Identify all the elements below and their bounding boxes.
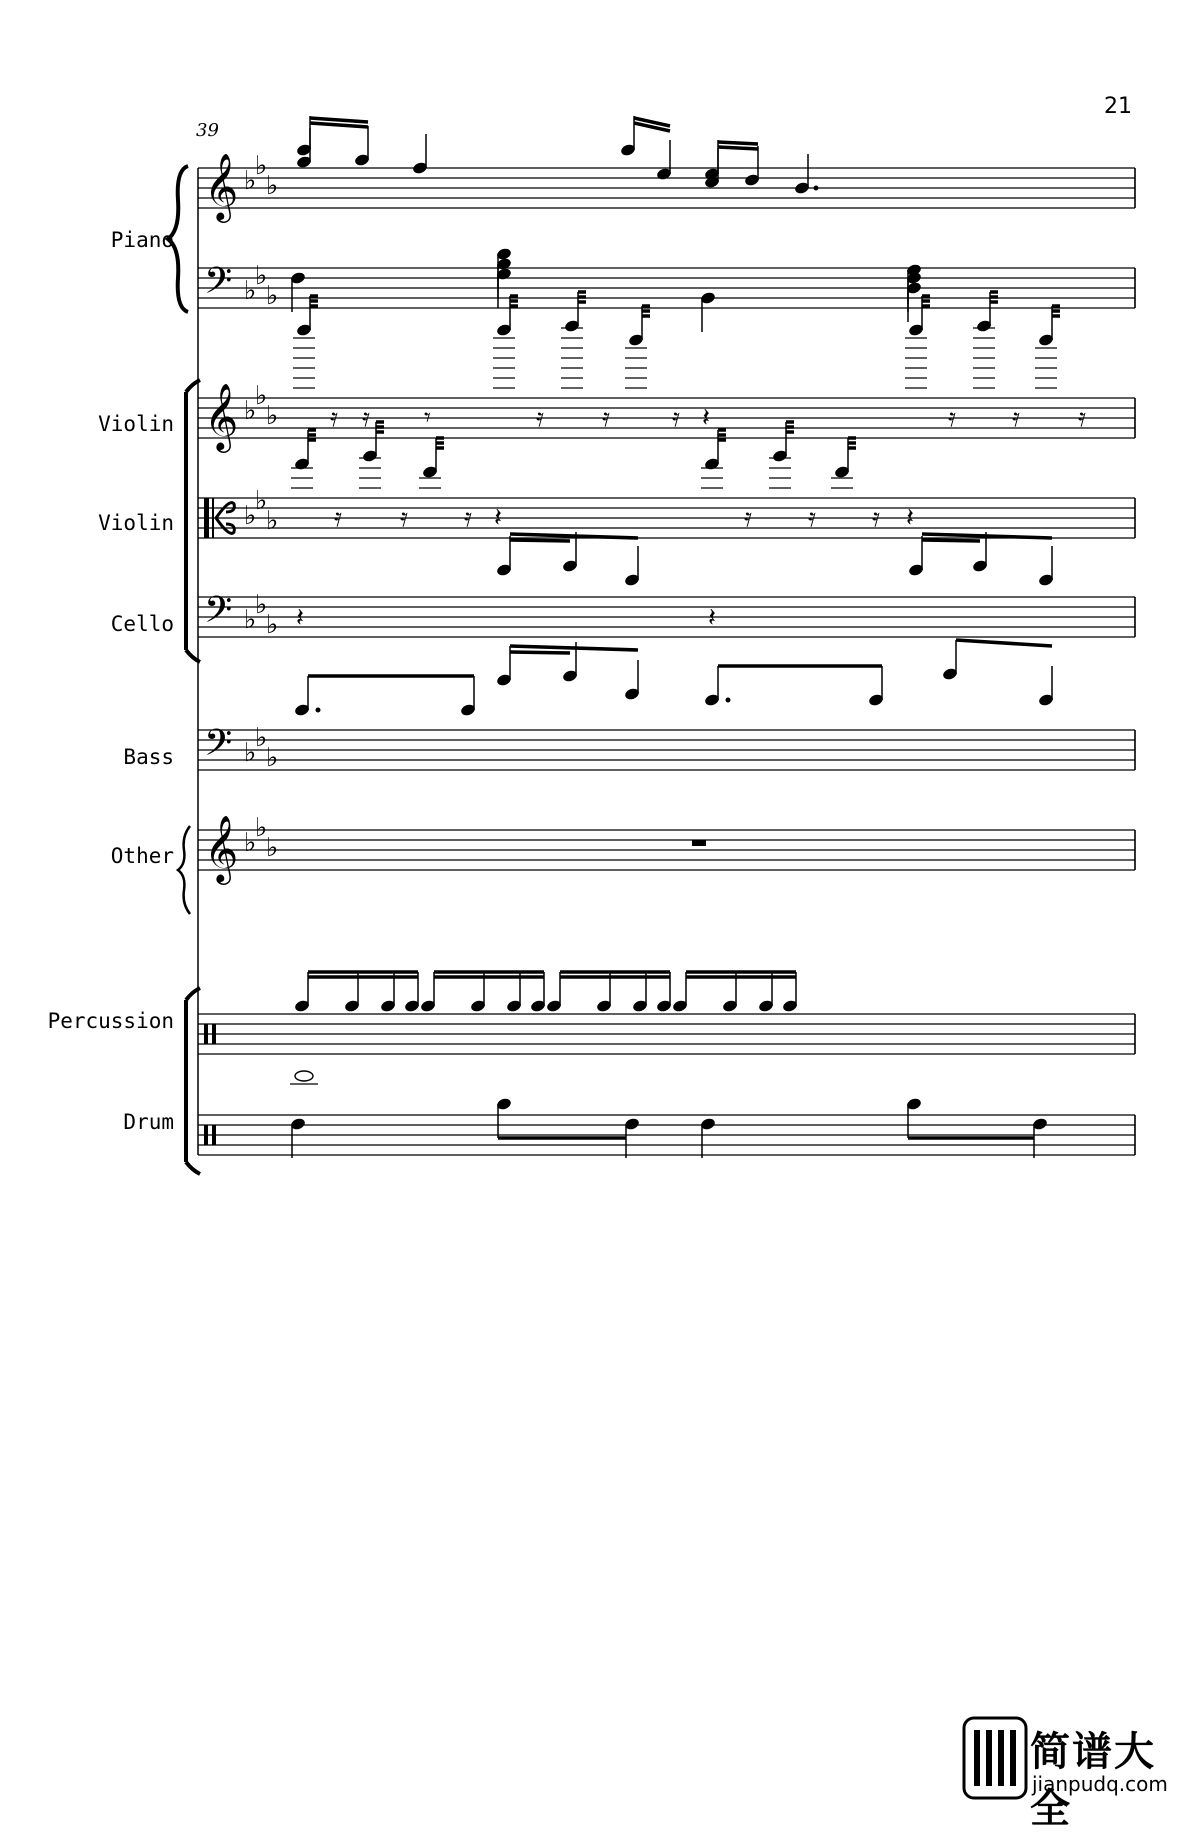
flat-icon: ♭ [266, 401, 279, 431]
note [294, 972, 311, 1013]
note [942, 640, 959, 681]
note [422, 438, 439, 479]
beam [718, 147, 758, 149]
note [624, 660, 641, 701]
note [496, 646, 513, 687]
instrument-label-other: Other [110, 844, 174, 868]
note [672, 972, 689, 1013]
rest: 𝄿 [672, 403, 680, 433]
cymbal-note [295, 1071, 313, 1081]
instrument-label-violin-2: Violin [98, 511, 174, 535]
flat-icon: ♭ [266, 506, 279, 536]
beam [922, 540, 980, 541]
rest: 𝄽 [494, 503, 502, 533]
flat-icon: ♭ [244, 166, 257, 196]
note [1038, 666, 1055, 707]
beam [510, 646, 638, 650]
bass-clef-icon: 𝄢 [204, 260, 233, 311]
note [620, 116, 637, 157]
flat-icon: ♭ [266, 743, 279, 773]
logo-url: jianpudq.com [1032, 1772, 1168, 1796]
note [496, 1097, 513, 1138]
note [1032, 1117, 1049, 1158]
treble-clef-icon: 𝄞 [204, 382, 239, 450]
rest: 𝄽 [296, 603, 304, 633]
flat-icon: ♭ [244, 828, 257, 858]
note [704, 430, 721, 471]
rest: 𝄽 [702, 403, 710, 433]
flat-icon: ♭ [244, 396, 257, 426]
note [420, 972, 437, 1013]
flat-icon: ♭ [266, 610, 279, 640]
note [290, 271, 307, 312]
clefs [204, 151, 278, 1145]
note [294, 676, 311, 717]
beam [956, 640, 1052, 646]
note [496, 536, 513, 577]
flat-icon: ♭ [266, 833, 279, 863]
treble-clef-icon: 𝄞 [204, 152, 239, 220]
note [834, 438, 851, 479]
instrument-label-bass: Bass [123, 745, 174, 769]
note [460, 676, 477, 717]
flat-icon: ♭ [244, 276, 257, 306]
note [546, 972, 563, 1013]
rest: 𝄿 [536, 403, 544, 433]
note [624, 1117, 641, 1158]
rest: 𝄽 [906, 503, 914, 533]
flat-icon: ♭ [266, 171, 279, 201]
staff-violin-1 [198, 398, 1135, 438]
measure-number: 39 [196, 120, 219, 141]
instrument-label-percussion: Percussion [47, 1009, 174, 1033]
staff-other [198, 830, 1135, 870]
flat-icon: ♭ [244, 605, 257, 635]
page-number: 21 [1104, 94, 1132, 119]
staff-percussion [198, 1014, 1135, 1054]
beam [310, 123, 368, 127]
note [908, 296, 925, 337]
note [700, 1117, 717, 1158]
flat-icon: ♭ [255, 590, 268, 620]
staff-cello [198, 597, 1135, 637]
flat-icon: ♭ [244, 501, 257, 531]
note [294, 430, 311, 471]
piano-keys-icon [962, 1716, 1028, 1800]
rest: 𝄿 [1078, 403, 1086, 433]
rest: 𝄿 [334, 503, 342, 533]
rest: 𝄿 [602, 403, 610, 433]
note [1038, 546, 1055, 587]
logo-title: 简谱大全 [1030, 1729, 1156, 1832]
rest: 𝄿 [1012, 403, 1020, 433]
rest: 𝄾 [424, 403, 431, 433]
rest: 𝄿 [362, 403, 370, 433]
logo [962, 1716, 1192, 1832]
flat-icon: ♭ [255, 723, 268, 753]
flat-icon: ♭ [266, 281, 279, 311]
instrument-label-drum: Drum [123, 1110, 174, 1134]
flat-icon: ♭ [255, 486, 268, 516]
note [624, 546, 641, 587]
staff-bass [198, 730, 1135, 770]
dot [726, 698, 731, 703]
rest: 𝄿 [948, 403, 956, 433]
rest: 𝄿 [744, 503, 752, 533]
note [628, 306, 645, 347]
dot [814, 186, 819, 191]
note [412, 134, 429, 175]
note [704, 666, 721, 707]
flat-icon: ♭ [255, 381, 268, 411]
flat-icon: ♭ [255, 261, 268, 291]
rest: 𝄿 [464, 503, 472, 533]
flat-icon: ♭ [255, 151, 268, 181]
flat-icon: ♭ [244, 738, 257, 768]
note [906, 1097, 923, 1138]
note [868, 666, 885, 707]
note [290, 1117, 307, 1158]
flat-icon: ♭ [255, 813, 268, 843]
whole-rest [692, 840, 706, 846]
beam [718, 142, 758, 144]
dot [316, 708, 321, 713]
note [1038, 306, 1055, 347]
beam [510, 540, 570, 541]
note [296, 296, 313, 337]
note [744, 146, 761, 187]
beam [510, 652, 570, 653]
rest: 𝄿 [330, 403, 338, 433]
note [354, 126, 371, 167]
instrument-label-piano: Piano [110, 228, 174, 252]
beam [310, 118, 368, 122]
treble-clef-icon: 𝄞 [204, 814, 239, 882]
instrument-label-violin-1: Violin [98, 412, 174, 436]
rest: 𝄿 [808, 503, 816, 533]
bass-clef-icon: 𝄢 [204, 589, 233, 640]
rest: 𝄿 [872, 503, 880, 533]
instrument-label-cello: Cello [110, 612, 174, 636]
bass-clef-icon: 𝄢 [204, 722, 233, 773]
other-brace [178, 826, 190, 914]
note [656, 140, 673, 181]
note [794, 154, 811, 195]
note [700, 291, 717, 332]
note [908, 536, 925, 577]
rest: 𝄿 [400, 503, 408, 533]
staff-drum [198, 1115, 1135, 1155]
rest: 𝄽 [708, 603, 716, 633]
